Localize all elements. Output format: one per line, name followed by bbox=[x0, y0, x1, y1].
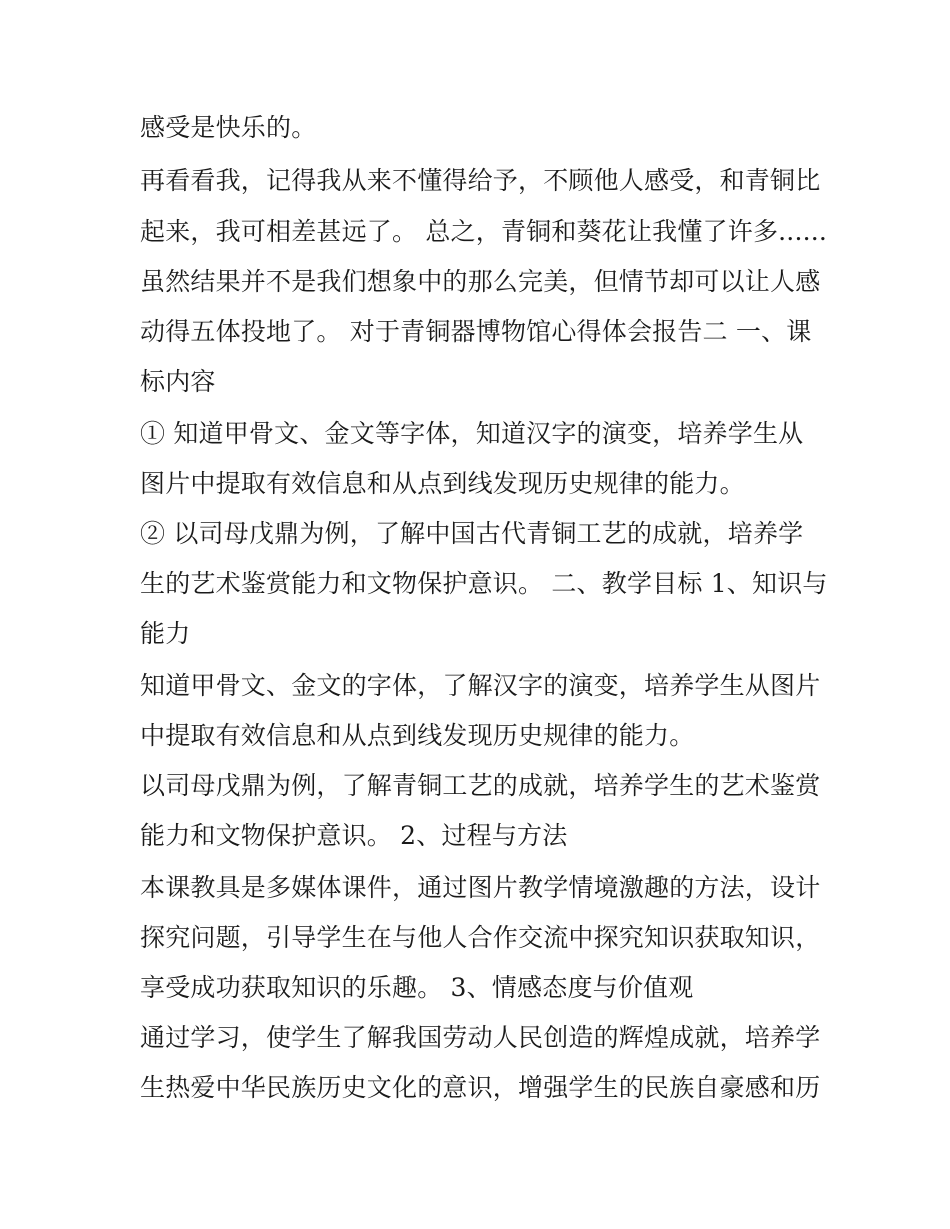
text-line: 感受是快乐的。 bbox=[140, 113, 317, 142]
text-line: ② 以司母戊鼎为例，了解中国古代青铜工艺的成就，培养学 bbox=[140, 519, 804, 548]
text-line: 标内容 bbox=[140, 367, 216, 396]
text-line: 能力和文物保护意识。 2、过程与方法 bbox=[140, 821, 568, 850]
text-line: 能力 bbox=[140, 619, 191, 648]
text-line: 生热爱中华民族历史文化的意识，增强学生的民族自豪感和历 bbox=[140, 1073, 821, 1102]
text-line: 图片中提取有效信息和从点到线发现历史规律的能力。 bbox=[140, 469, 745, 498]
text-line: 享受成功获取知识的乐趣。 3、情感态度与价值观 bbox=[140, 973, 694, 1002]
text-line: 探究问题，引导学生在与他人合作交流中探究知识获取知识， bbox=[140, 923, 821, 952]
text-line: ① 知道甲骨文、金文等字体，知道汉字的演变，培养学生从 bbox=[140, 419, 804, 448]
text-line: 通过学习，使学生了解我国劳动人民创造的辉煌成就，培养学 bbox=[140, 1023, 821, 1052]
text-line: 中提取有效信息和从点到线发现历史规律的能力。 bbox=[140, 721, 695, 750]
text-line: 动得五体投地了。 对于青铜器博物馆心得体会报告二 一、课 bbox=[140, 317, 812, 346]
text-line: 再看看我，记得我从来不懂得给予，不顾他人感受，和青铜比 bbox=[140, 166, 821, 195]
text-line: 以司母戊鼎为例，了解青铜工艺的成就，培养学生的艺术鉴赏 bbox=[140, 771, 821, 800]
text-line: 起来，我可相差甚远了。 总之，青铜和葵花让我懂了许多...... bbox=[140, 217, 828, 246]
text-line: 生的艺术鉴赏能力和文物保护意识。 二、教学目标 1、知识与 bbox=[140, 569, 828, 598]
text-line: 虽然结果并不是我们想象中的那么完美，但情节却可以让人感 bbox=[140, 267, 821, 296]
text-line: 知道甲骨文、金文的字体，了解汉字的演变，培养学生从图片 bbox=[140, 671, 821, 700]
text-line: 本课教具是多媒体课件，通过图片教学情境激趣的方法，设计 bbox=[140, 873, 821, 902]
